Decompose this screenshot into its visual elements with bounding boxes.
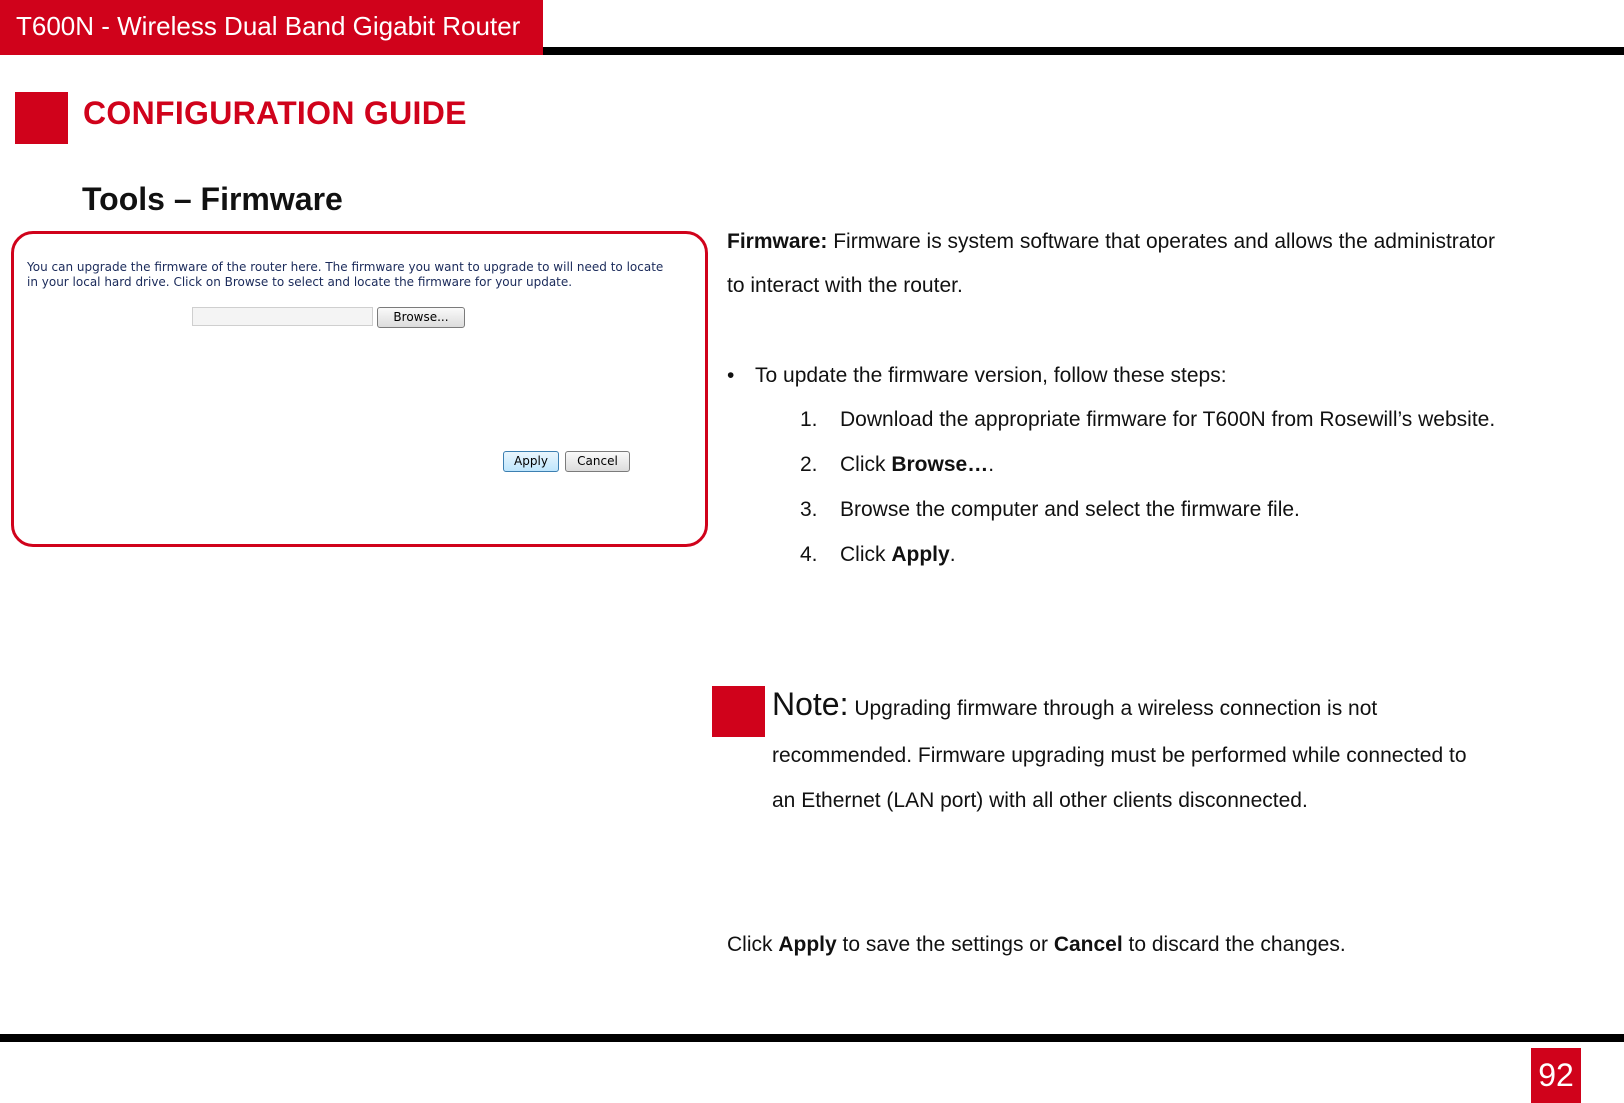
note-line: recommended. Firmware upgrading must be performed while connected to: [772, 744, 1467, 767]
steps-intro-text: To update the firmware version, follow these steps:: [755, 364, 1227, 387]
footer-post: to discard the changes.: [1122, 933, 1346, 956]
product-title: T600N - Wireless Dual Band Gigabit Router: [0, 0, 543, 55]
firmware-file-input[interactable]: [192, 307, 373, 326]
step-text-pre: Click: [840, 453, 892, 476]
section-marker: [15, 92, 68, 144]
page-heading: Tools – Firmware: [82, 181, 343, 217]
step-text: [840, 398, 1495, 442]
screenshot-intro-line: You can upgrade the firmware of the router here. The firmware you want to upgrade to will need to locate: [27, 260, 664, 274]
cancel-button[interactable]: Cancel: [565, 451, 630, 472]
step-text-pre: Browse the computer and select the firmware file.: [840, 498, 1300, 521]
browse-button[interactable]: Browse...: [377, 307, 465, 328]
step-number: 2.: [800, 453, 818, 476]
step-number: 1.: [800, 408, 818, 431]
note-label: Note:: [772, 686, 849, 722]
screenshot-intro-line: in your local hard drive. Click on Browse to select and locate the firmware for your update.: [27, 275, 573, 289]
note-marker: [712, 686, 765, 737]
step-number: 4.: [800, 543, 818, 566]
step-text: [840, 533, 956, 577]
footer-cancel: Cancel: [1053, 933, 1123, 956]
footer-apply: Apply: [778, 933, 837, 956]
firmware-description: [727, 220, 1577, 308]
description-line: to interact with the router.: [727, 274, 963, 297]
footer-mid: to save the settings or: [836, 933, 1054, 956]
section-title: CONFIGURATION GUIDE: [83, 95, 467, 131]
page-number: 92: [1531, 1048, 1581, 1103]
footer-rule: [0, 1034, 1624, 1042]
step-text: [840, 443, 994, 487]
step-text: [840, 488, 1300, 532]
description-term: Firmware:: [727, 230, 828, 253]
note-line: an Ethernet (LAN port) with all other clients disconnected.: [772, 789, 1308, 812]
step-text-post: .: [949, 543, 956, 566]
note-line: [772, 680, 1562, 733]
step-text-bold: Browse…: [891, 453, 989, 476]
screenshot-intro: [27, 260, 697, 290]
description-text: Firmware is system software that operates and allows the administrator: [827, 230, 1495, 253]
step-text-pre: Click: [840, 543, 892, 566]
apply-cancel-instruction: [727, 930, 1346, 960]
step-number: 3.: [800, 498, 818, 521]
step-text-bold: Apply: [891, 543, 950, 566]
apply-button[interactable]: Apply: [503, 451, 559, 472]
description-line: [727, 220, 1577, 264]
firmware-screenshot: [11, 231, 708, 547]
note-text: Upgrading firmware through a wireless connection is not: [848, 697, 1378, 720]
note-block: [772, 680, 1562, 823]
step-text-post: .: [988, 453, 995, 476]
step-text-pre: Download the appropriate firmware for T600N from Rosewill’s website.: [840, 408, 1496, 431]
footer-pre: Click: [727, 933, 779, 956]
bullet-icon: •: [727, 364, 735, 387]
